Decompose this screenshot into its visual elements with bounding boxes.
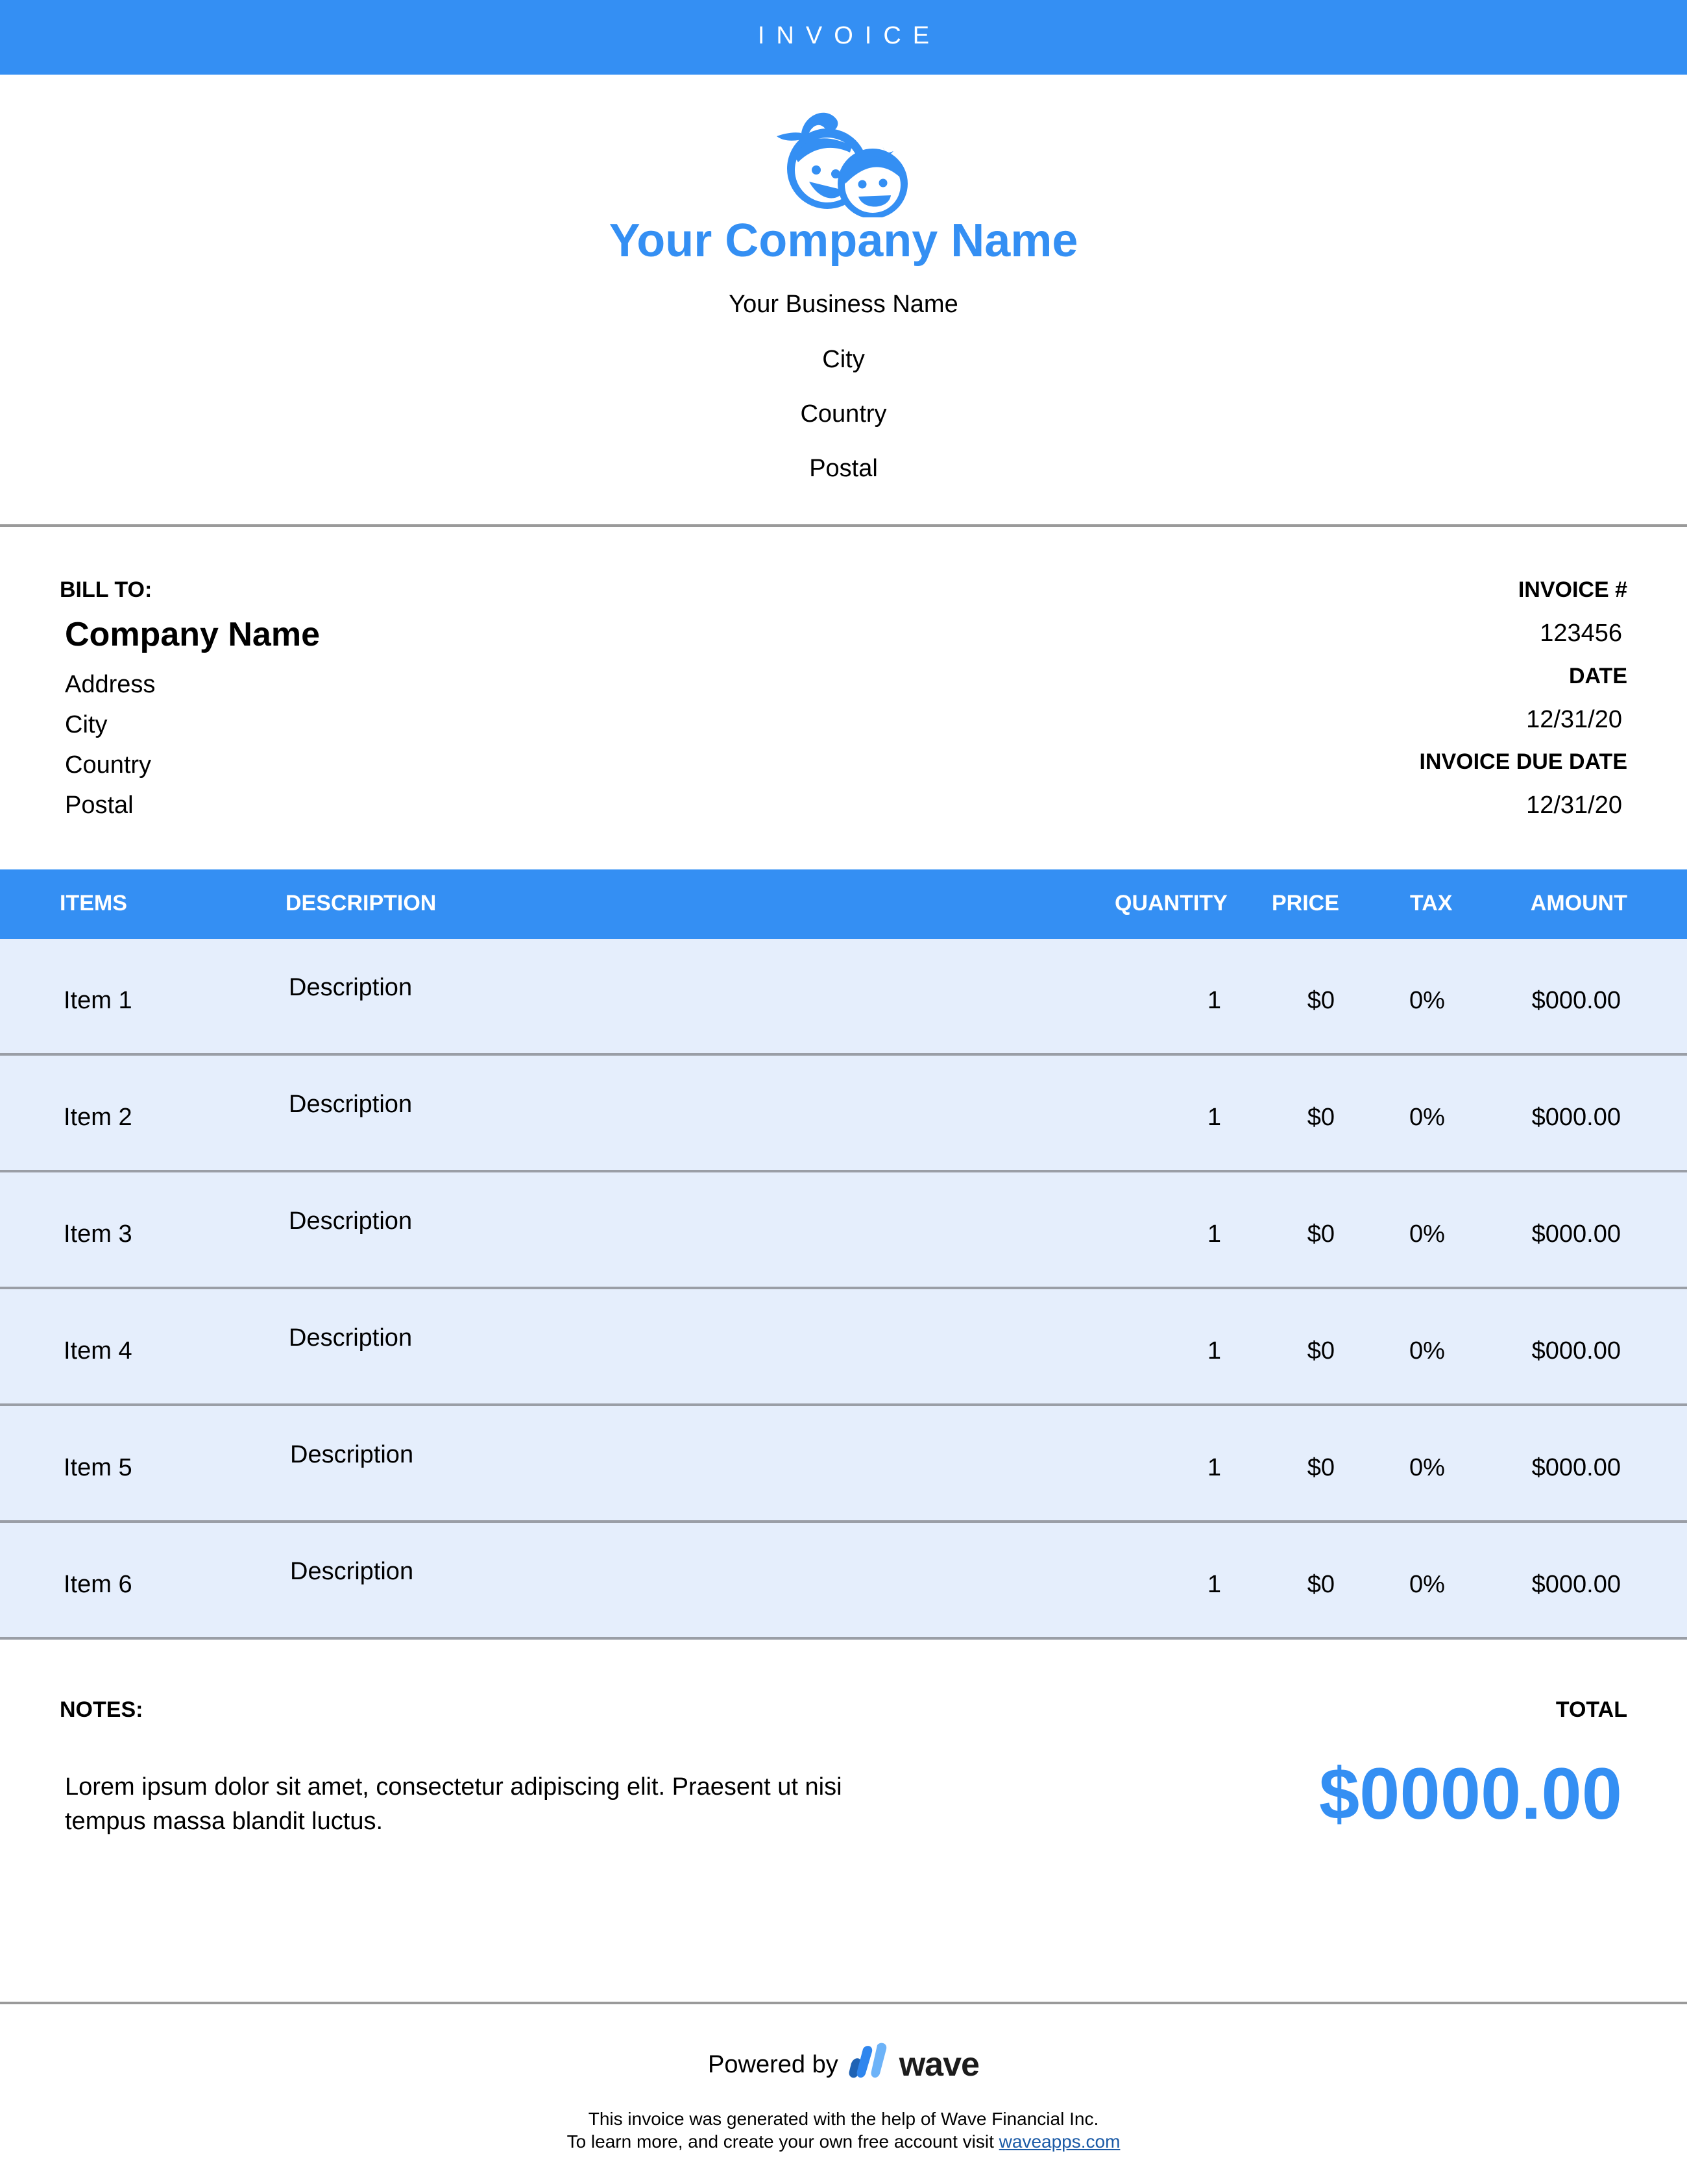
powered-by <box>0 2043 1687 2087</box>
item-name: Item 6 <box>64 1571 132 1598</box>
invoice-number: 123456 <box>1540 620 1622 647</box>
item-quantity: 1 <box>1207 987 1221 1014</box>
bill-to-label: BILL TO: <box>60 577 152 602</box>
item-tax: 0% <box>1409 987 1445 1014</box>
divider <box>0 524 1687 527</box>
item-description: Description <box>290 1441 414 1468</box>
item-name: Item 3 <box>64 1220 132 1248</box>
table-row <box>0 1289 1687 1406</box>
bill-to-postal: Postal <box>65 792 134 819</box>
bill-to-company-name: Company Name <box>65 616 320 653</box>
table-row <box>0 1523 1687 1640</box>
item-amount: $000.00 <box>1531 1337 1621 1365</box>
column-header-price: PRICE <box>1272 891 1339 916</box>
item-tax: 0% <box>1409 1571 1445 1598</box>
items-table-header <box>0 869 1687 939</box>
column-header-amount: AMOUNT <box>1530 891 1627 916</box>
item-price: $0 <box>1307 1571 1335 1598</box>
item-description: Description <box>289 1207 413 1235</box>
item-price: $0 <box>1307 1220 1335 1248</box>
invoice-date: 12/31/20 <box>1526 706 1622 733</box>
footer-line-1: This invoice was generated with the help of Wave Financial Inc. <box>588 2109 1099 2129</box>
bill-to-city: City <box>65 711 108 738</box>
company-city: City <box>822 346 865 373</box>
company-name: Your Company Name <box>609 215 1078 267</box>
company-postal: Postal <box>809 455 878 482</box>
item-description: Description <box>289 1324 413 1352</box>
column-header-description: DESCRIPTION <box>285 891 437 916</box>
item-quantity: 1 <box>1207 1454 1221 1481</box>
item-name: Item 1 <box>64 987 132 1014</box>
item-amount: $000.00 <box>1531 1454 1621 1481</box>
waveapps-link[interactable]: waveapps.com <box>999 2131 1121 2152</box>
column-header-tax: TAX <box>1410 891 1453 916</box>
item-description: Description <box>289 1091 413 1118</box>
invoice-number-label: INVOICE # <box>1518 577 1627 602</box>
invoice-header-bar <box>0 0 1687 75</box>
bill-to-address: Address <box>65 671 156 698</box>
item-amount: $000.00 <box>1531 1104 1621 1131</box>
item-amount: $000.00 <box>1531 987 1621 1014</box>
due-date: 12/31/20 <box>1526 792 1622 819</box>
item-tax: 0% <box>1409 1337 1445 1365</box>
item-name: Item 2 <box>64 1104 132 1131</box>
item-tax: 0% <box>1409 1454 1445 1481</box>
company-country: Country <box>800 400 887 428</box>
invoice-title: INVOICE <box>757 22 941 49</box>
item-quantity: 1 <box>1207 1571 1221 1598</box>
footer-line-2-text: To learn more, and create your own free account visit <box>566 2131 994 2152</box>
item-price: $0 <box>1307 1104 1335 1131</box>
item-price: $0 <box>1307 987 1335 1014</box>
item-description: Description <box>290 1558 414 1585</box>
wave-brand-name: wave <box>899 2046 979 2083</box>
wave-logo-icon <box>847 2043 890 2087</box>
item-quantity: 1 <box>1207 1220 1221 1248</box>
business-name: Your Business Name <box>729 291 958 318</box>
notes-text: Lorem ipsum dolor sit amet, consectetur adipiscing elit. Praesent ut nisi tempus massa blandit luctus. <box>65 1773 842 1835</box>
total-amount: $0000.00 <box>1318 1753 1622 1834</box>
item-price: $0 <box>1307 1337 1335 1365</box>
table-row <box>0 939 1687 1056</box>
item-name: Item 4 <box>64 1337 132 1365</box>
column-header-items: ITEMS <box>60 891 127 916</box>
item-description: Description <box>289 974 413 1001</box>
due-date-label: INVOICE DUE DATE <box>1419 749 1627 774</box>
item-quantity: 1 <box>1207 1337 1221 1365</box>
table-row <box>0 1406 1687 1523</box>
item-amount: $000.00 <box>1531 1571 1621 1598</box>
table-row <box>0 1056 1687 1172</box>
footer-line-2 <box>0 2131 1687 2152</box>
item-amount: $000.00 <box>1531 1220 1621 1248</box>
table-row <box>0 1172 1687 1289</box>
total-label: TOTAL <box>1555 1697 1627 1722</box>
item-price: $0 <box>1307 1454 1335 1481</box>
item-tax: 0% <box>1409 1220 1445 1248</box>
date-label: DATE <box>1568 664 1627 688</box>
bill-to-country: Country <box>65 751 152 779</box>
footer-divider <box>0 2002 1687 2004</box>
powered-by-label: Powered by <box>708 2050 838 2078</box>
item-name: Item 5 <box>64 1454 132 1481</box>
notes-label: NOTES: <box>60 1697 143 1722</box>
item-tax: 0% <box>1409 1104 1445 1131</box>
kids-faces-logo-icon <box>775 107 915 217</box>
column-header-quantity: QUANTITY <box>1115 891 1228 916</box>
item-quantity: 1 <box>1207 1104 1221 1131</box>
